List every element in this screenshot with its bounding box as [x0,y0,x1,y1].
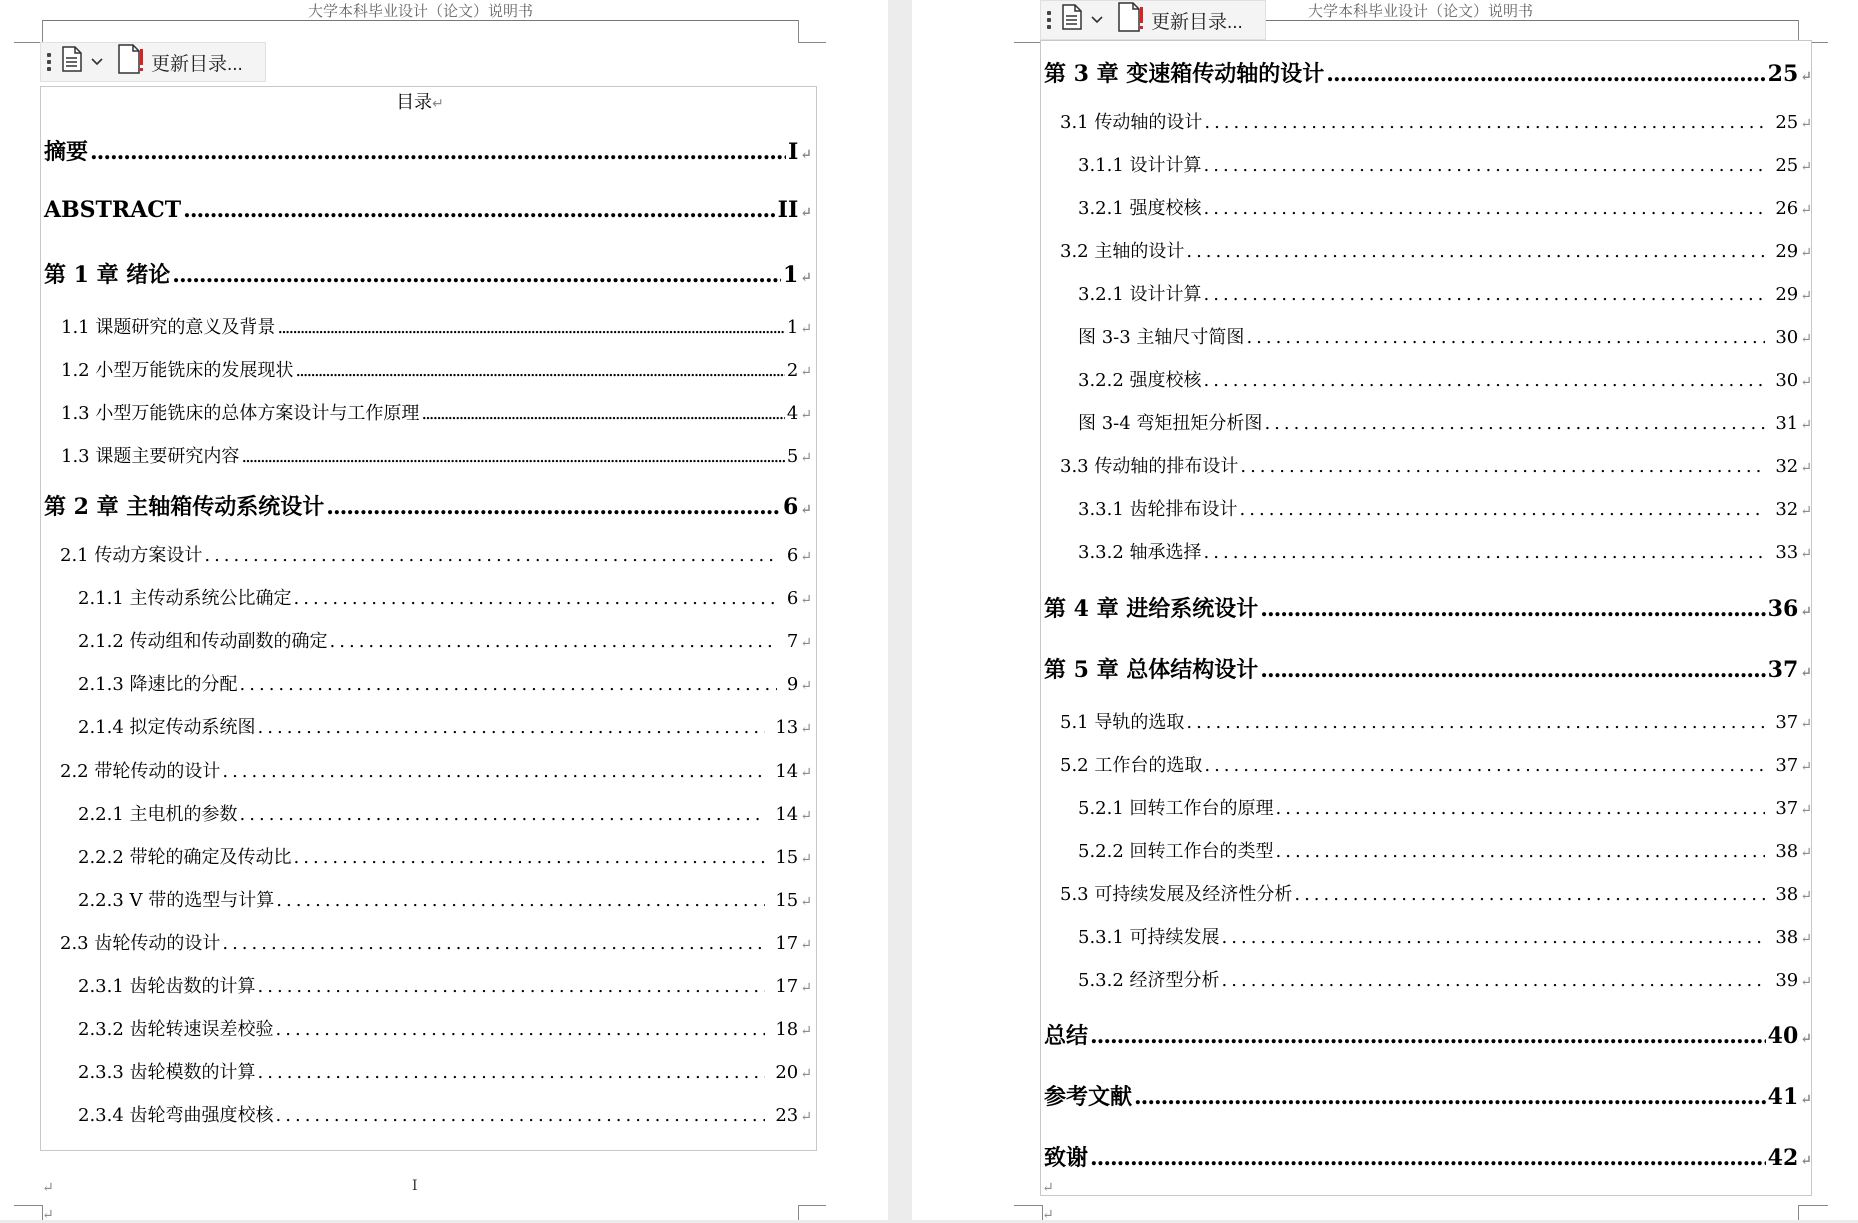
paragraph-mark: ↵ [800,721,812,737]
paragraph-mark: ↵ [42,1180,54,1196]
toc-entry[interactable] [61,313,812,339]
toc-entry-title: 3.3.1 齿轮排布设计 [1078,499,1238,520]
toc-entry-title: 2.3.3 齿轮模数的计算 [78,1062,256,1083]
toc-entry[interactable] [1060,708,1812,734]
toc-leader-dots [1222,927,1766,948]
crop-mark [798,1205,826,1206]
toc-entry[interactable] [1078,923,1812,949]
drag-handle-icon[interactable] [1047,11,1051,29]
toc-entry-title: 总结 [1044,1023,1089,1049]
crop-mark [1798,1205,1799,1220]
paragraph-mark: ↵ [1800,245,1812,261]
toc-leader-dots [1276,798,1766,819]
document-icon[interactable] [61,46,83,78]
toc-entry[interactable] [1060,237,1812,263]
paragraph-mark: ↵ [800,270,812,286]
drag-handle-icon[interactable] [47,53,51,71]
toc-leader-dots [1240,499,1766,520]
toc-entry-title: 参考文献 [1044,1084,1133,1110]
chevron-down-icon[interactable] [91,55,103,69]
toc-entry-page: 1 [782,262,799,288]
toc-entry-page: 2 [786,360,799,381]
toc-entry[interactable] [78,843,812,869]
toc-entry-page: 39 [1775,970,1799,991]
toc-entry-title: 5.1 导轨的选取 [1060,712,1185,733]
paragraph-mark: ↵ [800,765,812,781]
toc-entry-page: 30 [1775,370,1799,391]
toc-leader-dots [222,761,765,782]
paragraph-mark: ↵ [1800,116,1812,132]
toc-entry[interactable] [78,584,812,610]
toc-entry-title: 2.1.3 降速比的分配 [78,674,238,695]
toc-entry-title: 5.3.1 可持续发展 [1078,927,1220,948]
toc-entry-page: 14 [775,804,799,825]
toc-leader-dots [222,933,765,954]
paragraph-mark: ↵ [1800,503,1812,519]
toc-entry-title: 3.2.1 设计计算 [1078,284,1202,305]
toc-entry-page: 1 [786,317,799,338]
toc-entry-page: 6 [782,494,799,520]
toc-entry-title: ABSTRACT [44,197,182,223]
toc-leader-dots [1276,841,1766,862]
toc-entry-title: 3.3.2 轴承选择 [1078,542,1202,563]
paragraph-mark: ↵ [1800,331,1812,347]
update-toc-icon[interactable] [117,44,145,80]
toc-entry-page: 29 [1775,284,1799,305]
toc-entry-title: 1.3 小型万能铣床的总体方案设计与工作原理 [61,403,420,424]
toc-entry-title: 2.1.2 传动组和传动副数的确定 [78,631,328,652]
toc-entry[interactable] [78,627,812,653]
toc-entry[interactable] [1044,1141,1812,1172]
toc-entry-title: 5.2 工作台的选取 [1060,755,1203,776]
paragraph-mark: ↵ [800,1066,812,1082]
toc-entry-page: 5 [786,446,799,467]
toc-entry[interactable] [1078,966,1812,992]
paragraph-mark: ↵ [1800,1092,1812,1108]
toc-entry[interactable] [1060,108,1812,134]
toc-entry-title: 2.2.1 主电机的参数 [78,804,238,825]
toc-leader-dots [1186,712,1765,733]
toc-entry[interactable] [78,1015,812,1041]
toc-entry-page: 42 [1767,1145,1799,1171]
toc-entry[interactable] [1078,194,1812,220]
toc-entry-page: 38 [1775,841,1799,862]
toc-leader-dots [421,403,784,424]
page-number: I [412,1178,418,1194]
toc-leader-dots [258,976,766,997]
toc-entry-title: 2.3 齿轮传动的设计 [60,933,221,954]
toc-entry[interactable] [44,258,812,289]
paragraph-mark: ↵ [800,364,812,380]
crop-mark [798,42,826,43]
paragraph-mark: ↵ [1800,888,1812,904]
toc-leader-dots [1222,970,1766,991]
toc-entry[interactable] [1078,837,1812,863]
toc-entry-title: 1.2 小型万能铣床的发展现状 [61,360,294,381]
toc-leader-dots [1264,413,1765,434]
toc-leader-dots [204,545,776,566]
toc-entry[interactable] [1044,1019,1812,1050]
paragraph-mark: ↵ [1042,1180,1054,1196]
toc-leader-dots [1240,456,1765,477]
toc-entry-page: 41 [1767,1084,1799,1110]
toc-entry-title: 1.1 课题研究的意义及背景 [61,317,276,338]
crop-mark [14,42,43,43]
page-header: 大学本科毕业设计（论文）说明书 [1308,3,1534,20]
toc-entry[interactable] [78,713,812,739]
toc-entry-title: 2.1.1 主传动系统公比确定 [78,588,292,609]
toc-entry[interactable] [78,800,812,826]
paragraph-mark: ↵ [800,1023,812,1039]
toc-leader-dots [1204,112,1765,133]
toc-entry-page: 36 [1767,596,1799,622]
toc-entry[interactable] [1060,880,1812,906]
toc-entry[interactable] [1078,280,1812,306]
paragraph-mark: ↵ [800,407,812,423]
paragraph-mark: ↵ [800,678,812,694]
toc-entry-title: 2.1 传动方案设计 [60,545,203,566]
toc-leader-dots [276,890,765,911]
paragraph-mark: ↵ [1800,759,1812,775]
toc-leader-dots [1260,596,1765,622]
toc-entry-page: 29 [1775,241,1799,262]
toc-entry-title: 3.2.1 强度校核 [1078,198,1202,219]
toc-entry-page: 37 [1775,798,1799,819]
toc-entry[interactable] [44,135,812,166]
toc-leader-dots [258,717,766,738]
toc-entry-title: 摘要 [44,139,89,165]
paragraph-mark: ↵ [800,635,812,651]
paragraph-mark: ↵ [800,937,812,953]
paragraph-mark: ↵ [800,808,812,824]
toc-entry-page: 17 [775,976,799,997]
paragraph-mark: ↵ [1800,417,1812,433]
paragraph-mark: ↵ [800,502,812,518]
chevron-down-icon[interactable] [1091,13,1103,27]
toc-entry[interactable] [1078,366,1812,392]
toc-leader-dots [172,262,781,288]
toc-entry[interactable] [44,197,812,223]
document-page-left [0,0,888,1223]
toc-entry-title: 3.1 传动轴的设计 [1060,112,1203,133]
toc-leader-dots [277,317,784,338]
toc-leader-dots [276,1019,766,1040]
toc-entry[interactable] [61,399,812,425]
paragraph-mark: ↵ [1800,974,1812,990]
crop-mark [42,20,43,42]
toc-entry[interactable] [78,1101,812,1127]
toc-entry[interactable] [1060,751,1812,777]
toc-entry-title: 2.2.3 V 带的选型与计算 [78,890,275,911]
toc-entry[interactable] [61,442,812,468]
toc-entry[interactable] [1078,323,1812,349]
toc-leader-dots [1204,198,1766,219]
paragraph-mark: ↵ [1800,69,1812,85]
document-page-right [912,0,1858,1223]
paragraph-mark: ↵ [1800,288,1812,304]
toc-entry-page: 32 [1775,456,1799,477]
paragraph-mark: ↵ [800,1109,812,1125]
toc-entry-title: 1.3 课题主要研究内容 [61,446,240,467]
paragraph-mark: ↵ [800,549,812,565]
paragraph-mark: ↵ [1800,716,1812,732]
toc-entry-title: 第 1 章 绪论 [44,262,171,288]
toc-entry-title: 2.2 带轮传动的设计 [60,761,221,782]
toc-entry[interactable] [1044,1080,1812,1111]
toc-entry-title: 第 5 章 总体结构设计 [1044,657,1259,683]
toc-entry-page: 38 [1775,884,1799,905]
paragraph-mark: ↵ [1800,460,1812,476]
paragraph-mark: ↵ [1800,374,1812,390]
toc-entry-title: 2.3.2 齿轮转速误差校验 [78,1019,274,1040]
paragraph-mark: ↵ [1042,1207,1054,1223]
toc-entry-page: 25 [1775,155,1799,176]
toc-entry-page: 33 [1775,542,1799,563]
toc-title: 目录↵ [396,92,444,112]
toc-entry-title: 3.2.2 强度校核 [1078,370,1202,391]
toc-entry-page: I [787,139,799,165]
toc-leader-dots [240,804,766,825]
toc-leader-dots [1204,155,1766,176]
crop-mark [1014,42,1043,43]
toc-entry[interactable] [60,541,812,567]
toc-entry[interactable] [1060,452,1812,478]
toc-entry-title: 2.3.4 齿轮弯曲强度校核 [78,1105,274,1126]
toc-entry-page: 15 [775,890,799,911]
toc-entry-page: 15 [775,847,799,868]
crop-mark [798,20,799,42]
toc-entry[interactable] [1044,57,1812,88]
toc-entry-title: 2.1.4 拟定传动系统图 [78,717,256,738]
toc-leader-dots [1204,370,1766,391]
toc-toolbar [40,42,266,82]
toc-entry-page: 40 [1767,1023,1799,1049]
toc-entry[interactable] [60,929,812,955]
toc-entry-page: 26 [1775,198,1799,219]
toc-entry[interactable] [1078,151,1812,177]
toc-leader-dots [295,360,784,381]
toc-leader-dots [258,1062,766,1083]
toc-entry-page: 37 [1775,755,1799,776]
toc-leader-dots [241,446,784,467]
crop-mark [1798,20,1799,42]
toc-entry-page: 38 [1775,927,1799,948]
paragraph-mark: ↵ [800,980,812,996]
document-icon[interactable] [1061,4,1083,36]
toc-leader-dots [1246,327,1765,348]
toc-entry-page: 18 [775,1019,799,1040]
toc-entry-title: 5.3.2 经济型分析 [1078,970,1220,991]
paragraph-mark: ↵ [800,147,812,163]
toc-toolbar [1040,0,1266,40]
toc-entry[interactable] [1044,592,1812,623]
toc-entry-page: II [777,197,799,223]
toc-entry-page: 6 [786,588,799,609]
toc-entry[interactable] [1044,653,1812,684]
toc-entry[interactable] [78,1058,812,1084]
toc-leader-dots [276,1105,766,1126]
paragraph-mark: ↵ [800,894,812,910]
toc-leader-dots [1260,657,1765,683]
toc-entry-title: 5.2.1 回转工作台的原理 [1078,798,1274,819]
toc-leader-dots [1090,1145,1766,1171]
crop-mark [1014,1205,1043,1206]
toc-leader-dots [1186,241,1765,262]
toc-entry[interactable] [61,356,812,382]
paragraph-mark: ↵ [1800,931,1812,947]
toc-entry-page: 7 [786,631,799,652]
update-toc-button[interactable]: 更新目录... [151,53,243,75]
toc-entry-page: 37 [1775,712,1799,733]
toc-entry-page: 4 [786,403,799,424]
paragraph-mark: ↵ [1800,546,1812,562]
toc-entry[interactable] [1078,794,1812,820]
toc-entry-page: 23 [775,1105,799,1126]
crop-mark [1798,1205,1828,1206]
toc-entry-page: 30 [1775,327,1799,348]
toc-leader-dots [294,847,766,868]
header-rule [42,20,798,21]
paragraph-mark: ↵ [1800,202,1812,218]
paragraph-mark: ↵ [1800,845,1812,861]
toc-entry-title: 3.1.1 设计计算 [1078,155,1202,176]
toc-leader-dots [326,494,781,520]
paragraph-mark: ↵ [1800,665,1812,681]
toc-entry-title: 3.2 主轴的设计 [1060,241,1185,262]
update-toc-icon[interactable] [1117,2,1145,38]
toc-leader-dots [240,674,777,695]
toc-entry-page: 13 [775,717,799,738]
toc-entry[interactable] [1078,409,1812,435]
page-header: 大学本科毕业设计（论文）说明书 [308,3,534,20]
toc-leader-dots [1294,884,1765,905]
toc-entry-title: 第 3 章 变速箱传动轴的设计 [1044,61,1325,87]
toc-leader-dots [1090,1023,1766,1049]
toc-entry[interactable] [1078,495,1812,521]
toc-entry-title: 图 3-3 主轴尺寸简图 [1078,327,1245,348]
toc-leader-dots [1204,542,1766,563]
toc-entry[interactable] [78,886,812,912]
update-toc-button[interactable]: 更新目录... [1151,11,1243,33]
toc-entry-page: 31 [1775,413,1799,434]
toc-entry[interactable] [60,757,812,783]
toc-leader-dots [90,139,786,165]
toc-entry-title: 致谢 [1044,1145,1089,1171]
toc-entry-title: 3.3 传动轴的排布设计 [1060,456,1239,477]
paragraph-mark: ↵ [1800,1153,1812,1169]
toc-leader-dots [294,588,777,609]
toc-entry-title: 5.3 可持续发展及经济性分析 [1060,884,1293,905]
toc-leader-dots [1204,284,1766,305]
paragraph-mark: ↵ [1800,802,1812,818]
toc-entry[interactable] [44,490,812,521]
paragraph-mark: ↵ [800,321,812,337]
crop-mark [798,1205,799,1220]
toc-entry[interactable] [78,670,812,696]
toc-entry-page: 14 [775,761,799,782]
toc-entry-title: 第 4 章 进给系统设计 [1044,596,1259,622]
paragraph-mark: ↵ [800,450,812,466]
toc-entry-page: 20 [775,1062,799,1083]
toc-entry-page: 9 [786,674,799,695]
toc-entry-title: 5.2.2 回转工作台的类型 [1078,841,1274,862]
toc-leader-dots [1326,61,1765,87]
paragraph-mark: ↵ [42,1207,54,1223]
paragraph-mark: ↵ [800,205,812,221]
crop-mark [14,1205,43,1206]
toc-entry-page: 25 [1767,61,1799,87]
paragraph-mark: ↵ [800,592,812,608]
toc-entry-page: 32 [1775,499,1799,520]
toc-entry[interactable] [78,972,812,998]
toc-entry-page: 17 [775,933,799,954]
paragraph-mark: ↵ [1800,1031,1812,1047]
toc-leader-dots [1134,1084,1766,1110]
toc-entry-page: 6 [786,545,799,566]
toc-entry-page: 25 [1775,112,1799,133]
toc-entry-title: 2.2.2 带轮的确定及传动比 [78,847,292,868]
toc-entry-title: 图 3-4 弯矩扭矩分析图 [1078,413,1263,434]
toc-entry-title: 2.3.1 齿轮齿数的计算 [78,976,256,997]
toc-entry-title: 第 2 章 主轴箱传动系统设计 [44,494,325,520]
paragraph-mark: ↵ [1800,159,1812,175]
paragraph-mark: ↵ [800,851,812,867]
toc-leader-dots [330,631,777,652]
paragraph-mark: ↵ [1800,604,1812,620]
toc-entry-page: 37 [1767,657,1799,683]
toc-entry[interactable] [1078,538,1812,564]
toc-leader-dots [183,197,776,223]
toc-leader-dots [1204,755,1765,776]
